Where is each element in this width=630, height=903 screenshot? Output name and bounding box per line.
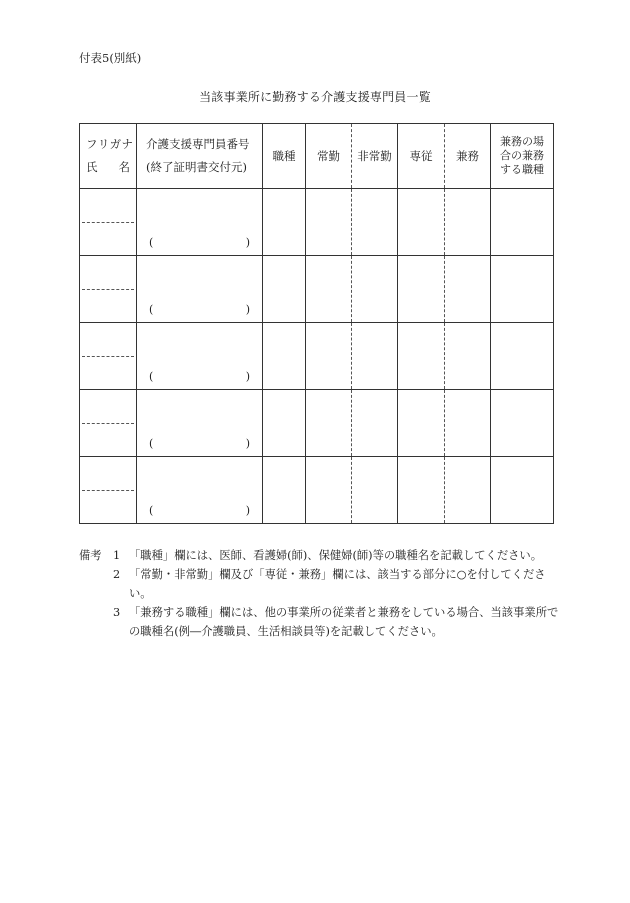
number-entry-cell[interactable] — [137, 390, 263, 457]
header-care-manager-number: 介護支援専門員番号 (終了証明書交付元) — [137, 124, 263, 189]
concurrent-job-type-cell[interactable] — [491, 390, 554, 457]
issuer-parentheses: ( ) — [149, 437, 250, 450]
number-entry-cell[interactable] — [137, 323, 263, 390]
dedicated-cell[interactable] — [398, 390, 445, 457]
number-entry-cell[interactable] — [137, 189, 263, 256]
parttime-cell[interactable] — [352, 189, 398, 256]
parttime-cell[interactable] — [352, 457, 398, 524]
table-row — [80, 457, 554, 524]
header-fulltime: 常勤 — [306, 124, 352, 189]
header-job-type: 職種 — [263, 124, 306, 189]
fulltime-cell[interactable] — [306, 256, 352, 323]
table-row — [80, 256, 554, 323]
name-entry-cell[interactable] — [80, 457, 137, 524]
number-entry-cell[interactable] — [137, 256, 263, 323]
table-header-row — [80, 124, 554, 189]
notes-heading: 備考 — [79, 549, 102, 562]
name-entry-cell[interactable] — [80, 256, 137, 323]
table-row — [80, 390, 554, 457]
roster-body — [80, 189, 554, 524]
concurrent-cell[interactable] — [445, 323, 491, 390]
concurrent-job-type-cell[interactable] — [491, 457, 554, 524]
job-type-cell[interactable] — [263, 256, 306, 323]
table-row — [80, 323, 554, 390]
kana-divider — [82, 289, 134, 290]
name-entry-cell[interactable] — [80, 390, 137, 457]
document-title: 当該事業所に勤務する介護支援専門員一覧 — [199, 90, 431, 104]
care-manager-roster-table — [79, 123, 554, 524]
header-parttime: 非常勤 — [352, 124, 398, 189]
issuer-parentheses: ( ) — [149, 236, 250, 249]
fulltime-cell[interactable] — [306, 189, 352, 256]
note-item: 備考 1 「職種」欄には、医師、看護婦(師)、保健婦(師)等の職種名を記載してください。 — [79, 546, 559, 565]
dedicated-cell[interactable] — [398, 189, 445, 256]
concurrent-job-type-cell[interactable] — [491, 189, 554, 256]
notes-section — [79, 546, 559, 641]
name-entry-cell[interactable] — [80, 189, 137, 256]
concurrent-job-type-cell[interactable] — [491, 256, 554, 323]
job-type-cell[interactable] — [263, 390, 306, 457]
number-entry-cell[interactable] — [137, 457, 263, 524]
kana-divider — [82, 490, 134, 491]
concurrent-cell[interactable] — [445, 256, 491, 323]
job-type-cell[interactable] — [263, 457, 306, 524]
dedicated-cell[interactable] — [398, 323, 445, 390]
issuer-parentheses: ( ) — [149, 504, 250, 517]
kana-divider — [82, 222, 134, 223]
name-entry-cell[interactable] — [80, 323, 137, 390]
note-item: 3 「兼務する職種」欄には、他の事業所の従業者と兼務をしている場合、当該事業所での職種名(例―介護職員、生活相談員等)を記載してください。 — [113, 606, 559, 638]
parttime-cell[interactable] — [352, 390, 398, 457]
parttime-cell[interactable] — [352, 323, 398, 390]
concurrent-cell[interactable] — [445, 189, 491, 256]
header-concurrent: 兼務 — [445, 124, 491, 189]
header-name: フ リ ガ ナ 氏 名 — [80, 124, 137, 189]
header-dedicated: 専従 — [398, 124, 445, 189]
kana-divider — [82, 423, 134, 424]
fulltime-cell[interactable] — [306, 390, 352, 457]
job-type-cell[interactable] — [263, 323, 306, 390]
concurrent-cell[interactable] — [445, 390, 491, 457]
concurrent-cell[interactable] — [445, 457, 491, 524]
header-concurrent-job-type: 兼務の場 合の兼務 する職種 — [491, 124, 554, 189]
fulltime-cell[interactable] — [306, 323, 352, 390]
concurrent-job-type-cell[interactable] — [491, 323, 554, 390]
dedicated-cell[interactable] — [398, 256, 445, 323]
job-type-cell[interactable] — [263, 189, 306, 256]
kana-divider — [82, 356, 134, 357]
issuer-parentheses: ( ) — [149, 370, 250, 383]
note-item: 2 「常勤・非常勤」欄及び「専従・兼務」欄には、該当する部分に○を付してください。 — [113, 568, 546, 600]
fulltime-cell[interactable] — [306, 457, 352, 524]
dedicated-cell[interactable] — [398, 457, 445, 524]
issuer-parentheses: ( ) — [149, 303, 250, 316]
attachment-label: 付表5(別紙) — [79, 51, 142, 65]
parttime-cell[interactable] — [352, 256, 398, 323]
table-row — [80, 189, 554, 256]
